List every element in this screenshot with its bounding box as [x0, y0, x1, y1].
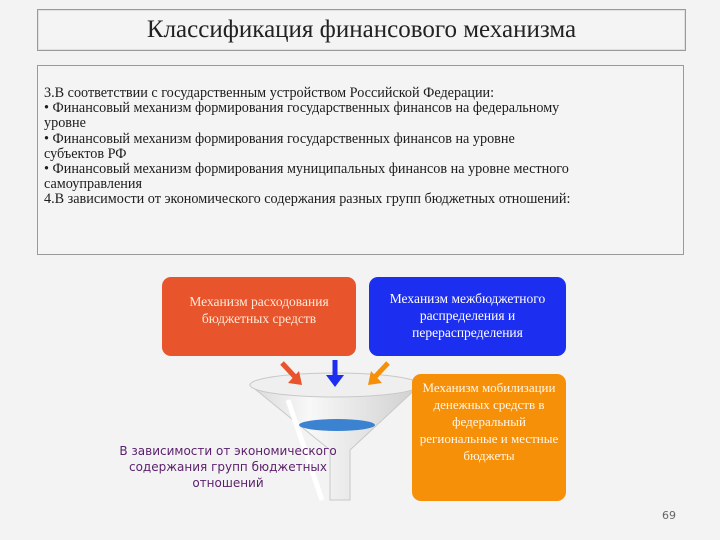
text-line: • Финансовый механизм формирования государственных финансов на уровне [44, 130, 515, 147]
slide-title-text: Классификация финансового механизма [146, 16, 577, 43]
text-line: • Финансовый механизм формирования государственных финансов на федеральному [44, 100, 560, 117]
text-line: 3.В соответствии с государственным устройством Российской Федерации: [44, 85, 495, 101]
page-number: 69 [662, 509, 676, 522]
spending-mechanism-card [162, 277, 356, 356]
text-line: • Финансовый механизм формирования муниципальных финансов на уровне местного [44, 161, 569, 178]
text-line: 4.В зависимости от экономического содержания разных групп бюджетных отношений: [44, 191, 571, 208]
spending-mechanism-label: Механизм расходования бюджетных средств [189, 294, 329, 326]
text-line: самоуправления [44, 176, 142, 193]
text-line: субъектов РФ [44, 145, 127, 162]
interbudget-mechanism-label: Механизм межбюджетного распределения и перераспределения [389, 291, 546, 340]
text-line: уровне [44, 115, 86, 132]
mobilization-mechanism-label: Механизм мобилизации денежных средств в федеральный региональные и местные бюджеты [419, 380, 559, 463]
funnel-caption: В зависимости от экономического содержания групп бюджетных отношений [119, 444, 337, 490]
interbudget-mechanism-card [369, 277, 566, 356]
funnel-liquid [299, 419, 375, 431]
slide-title [37, 9, 686, 51]
classification-text-block [37, 65, 684, 255]
mobilization-mechanism-card [412, 374, 566, 501]
